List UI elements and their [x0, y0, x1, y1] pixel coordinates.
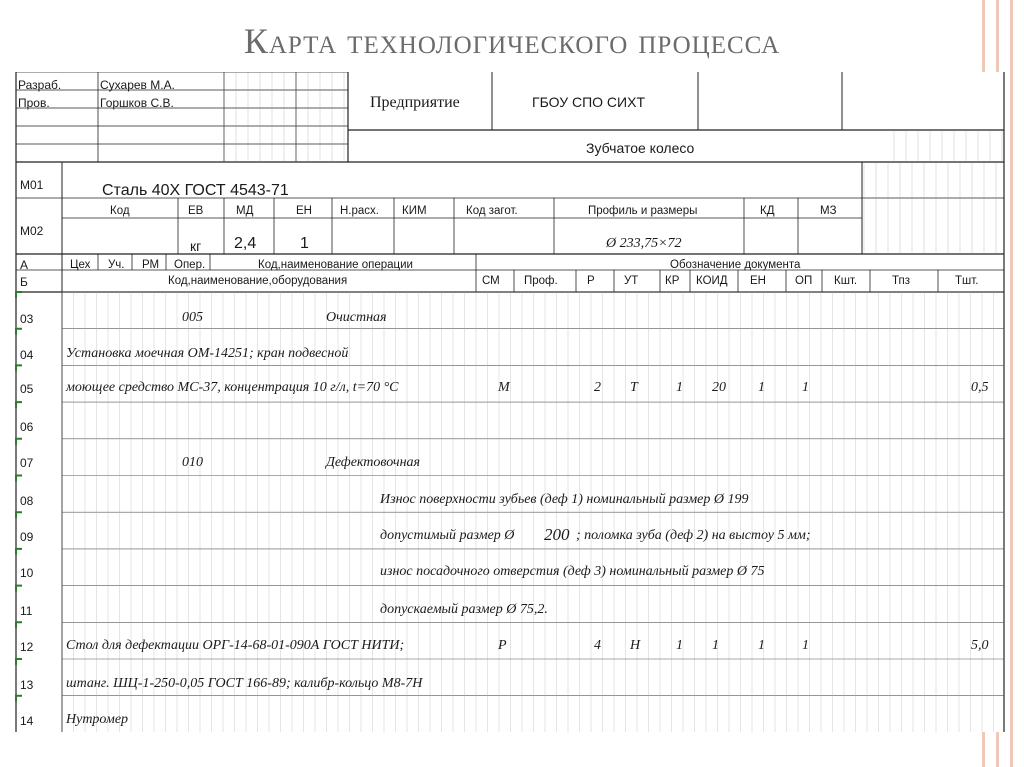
- fold-marker: [16, 696, 22, 702]
- col-tsht: Тшт.: [955, 275, 979, 287]
- cell-sm: Р: [498, 638, 507, 653]
- fold-marker: [16, 292, 22, 298]
- col-en2: ЕН: [750, 275, 766, 287]
- col-op-name: Код,наименование операции: [258, 259, 413, 271]
- row-number: 09: [20, 530, 34, 544]
- row-text: Установка моечная ОМ-14251; кран подвесной: [66, 346, 349, 361]
- value-profile: Ø 233,75×72: [606, 236, 682, 251]
- col-sm: СМ: [482, 275, 500, 287]
- row-text-a: допустимый размер Ø: [380, 528, 515, 543]
- row-number: 07: [20, 456, 34, 470]
- row-number: 08: [20, 494, 34, 508]
- fold-marker: [16, 365, 22, 371]
- col-ev: ЕВ: [188, 205, 204, 217]
- row-number: 13: [20, 678, 34, 692]
- operation-code: 005: [182, 310, 203, 325]
- col-kod-zagot: Код загот.: [466, 205, 518, 217]
- cell-koid: 1: [712, 638, 719, 653]
- row-number: 11: [20, 604, 33, 618]
- row-number: 10: [20, 566, 34, 580]
- developer-name: Сухарев М.А.: [100, 78, 175, 92]
- col-koid: КОИД: [696, 275, 728, 287]
- col-nrash: Н.расх.: [340, 205, 379, 217]
- row-text-c: ; поломка зуба (деф 2) на выстоу 5 мм;: [576, 528, 811, 543]
- row-number: 14: [20, 714, 34, 728]
- col-op: ОП: [795, 275, 813, 287]
- value-ev: кг: [190, 238, 202, 254]
- fold-marker: [16, 439, 22, 445]
- cell-ut: Н: [630, 638, 641, 653]
- cell-r: 2: [594, 380, 601, 395]
- fold-marker: [16, 329, 22, 335]
- fold-marker: [16, 549, 22, 555]
- row-text: моющее средство МС-37, концентрация 10 г/л, t=70 °С: [66, 380, 399, 395]
- col-uch: Уч.: [108, 259, 125, 271]
- cell-op: 1: [802, 380, 809, 395]
- col-profile: Профиль и размеры: [588, 205, 698, 217]
- col-kr: КР: [665, 275, 680, 287]
- m02-label: М02: [20, 224, 44, 238]
- col-prof: Проф.: [524, 275, 558, 287]
- fold-marker: [16, 659, 22, 665]
- fold-marker: [16, 586, 22, 592]
- fold-marker: [16, 512, 22, 518]
- row-number: 05: [20, 382, 34, 396]
- col-ut: УТ: [624, 275, 639, 287]
- col-ksht: Кшт.: [834, 275, 858, 287]
- cell-r: 4: [594, 638, 601, 653]
- row-text-b: 200: [544, 525, 570, 544]
- col-tpz: Тпз: [892, 275, 911, 287]
- enterprise-value: ГБОУ СПО СИХТ: [532, 94, 645, 110]
- row-number: 04: [20, 348, 34, 362]
- operation-name: Дефектовочная: [326, 455, 421, 470]
- col-mz: МЗ: [820, 205, 837, 217]
- col-kd: КД: [760, 205, 775, 217]
- cell-en: 1: [758, 638, 765, 653]
- col-kod: Код: [110, 205, 130, 217]
- value-en: 1: [300, 235, 309, 252]
- cell-en: 1: [758, 380, 765, 395]
- row-number: 12: [20, 640, 34, 654]
- cell-kr: 1: [676, 380, 683, 395]
- row-number: 06: [20, 420, 34, 434]
- enterprise-label: Предприятие: [370, 94, 460, 111]
- material-value: Сталь 40Х ГОСТ 4543-71: [102, 182, 289, 199]
- col-r: Р: [587, 275, 595, 287]
- row-text: износ посадочного отверстия (деф 3) номинальный размер Ø 75: [380, 564, 765, 579]
- cell-op: 1: [802, 638, 809, 653]
- row-text: Стол для дефектации ОРГ-14-68-01-090А ГОСТ НИТИ;: [66, 638, 405, 653]
- process-card-form: [14, 72, 1006, 732]
- row-text: Износ поверхности зубьев (деф 1) номинальный размер Ø 199: [380, 492, 749, 507]
- m01-label: М01: [20, 178, 44, 192]
- row-number: 03: [20, 312, 34, 326]
- col-equipment: Код,наименование,оборудования: [168, 275, 348, 287]
- form-grid: [14, 72, 1006, 732]
- cell-koid: 20: [712, 380, 726, 395]
- operation-code: 010: [182, 455, 203, 470]
- operation-name: Очистная: [326, 310, 387, 325]
- page-title: Карта технологического процесса: [243, 21, 781, 61]
- col-doc: Обозначение документа: [670, 259, 801, 271]
- decor-stripe: [1010, 0, 1013, 767]
- col-md: МД: [236, 205, 254, 217]
- row-text: штанг. ШЦ-1-250-0,05 ГОСТ 166-89; калибр-кольцо М8-7Н: [66, 676, 423, 691]
- part-name: Зубчатое колесо: [586, 140, 695, 156]
- checker-name: Горшков С.В.: [100, 96, 174, 110]
- checker-role: Пров.: [18, 96, 50, 110]
- fold-marker: [16, 402, 22, 408]
- value-md: 2,4: [234, 235, 257, 252]
- cell-ut: Т: [630, 380, 638, 395]
- cell-tsht: 0,5: [971, 380, 989, 395]
- col-tseh: Цех: [70, 259, 91, 271]
- col-oper: Опер.: [174, 259, 206, 271]
- row-text: Нутромер: [66, 712, 129, 727]
- cell-kr: 1: [676, 638, 683, 653]
- row-text: допускаемый размер Ø 75,2.: [380, 602, 548, 617]
- col-rm: РМ: [142, 259, 160, 271]
- fold-marker: [16, 476, 22, 482]
- col-en: ЕН: [296, 205, 312, 217]
- row-a-label: А: [20, 258, 29, 272]
- cell-tsht: 5,0: [971, 638, 989, 653]
- row-b-label: Б: [20, 275, 28, 289]
- developer-role: Разраб.: [18, 78, 62, 92]
- cell-sm: М: [498, 380, 510, 395]
- fold-marker: [16, 622, 22, 628]
- col-kim: КИМ: [402, 205, 427, 217]
